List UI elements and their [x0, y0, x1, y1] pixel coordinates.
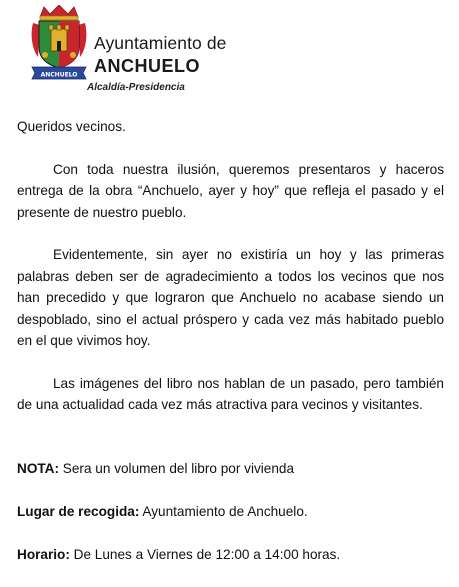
- letterhead: [30, 5, 330, 97]
- paragraph-2: Evidentemente, sin ayer no existiría un hoy y las primeras palabras deben ser de agradecimiento a todos los vecinos que nos han precedido y que lograron que Anchuelo no acabase siendo un despoblado, sino el actual próspero y cada vez más habitado pueblo en el que vivimos hoy.: [17, 247, 444, 349]
- org-name: Ayuntamiento de: [94, 33, 227, 53]
- paragraph-3: Las imágenes del libro nos hablan de un pasado, pero también de una actualidad cada vez más atractiva para vecinos y visitantes.: [17, 375, 444, 413]
- note-text: Sera un volumen del libro por vivienda: [59, 461, 295, 477]
- pickup-line: [17, 501, 444, 522]
- note-line: [17, 458, 444, 479]
- spacer: [17, 437, 444, 458]
- paragraph-1: Con toda nuestra ilusión, queremos presentaros y haceros entrega de la obra “Anchuelo, ayer y hoy” que refleja el pasado y el presente de nuestro pueblo.: [17, 161, 444, 220]
- schedule-line: [17, 544, 444, 565]
- org-town: ANCHUELO: [94, 56, 200, 76]
- pickup-label: Lugar de recogida:: [17, 504, 140, 520]
- letter-body: [17, 116, 444, 587]
- crest-ribbon-text: ANCHUELO: [40, 71, 78, 79]
- schedule-label: Horario:: [17, 547, 70, 563]
- org-subtitle: Alcaldía-Presidencia: [87, 82, 185, 93]
- pickup-text: Ayuntamiento de Anchuelo.: [139, 504, 308, 520]
- note-label: NOTA:: [17, 461, 60, 477]
- schedule-text: De Lunes a Viernes de 12:00 a 14:00 horas.: [69, 547, 341, 563]
- coat-of-arms-icon: [30, 5, 88, 81]
- greeting: Queridos vecinos.: [17, 119, 126, 134]
